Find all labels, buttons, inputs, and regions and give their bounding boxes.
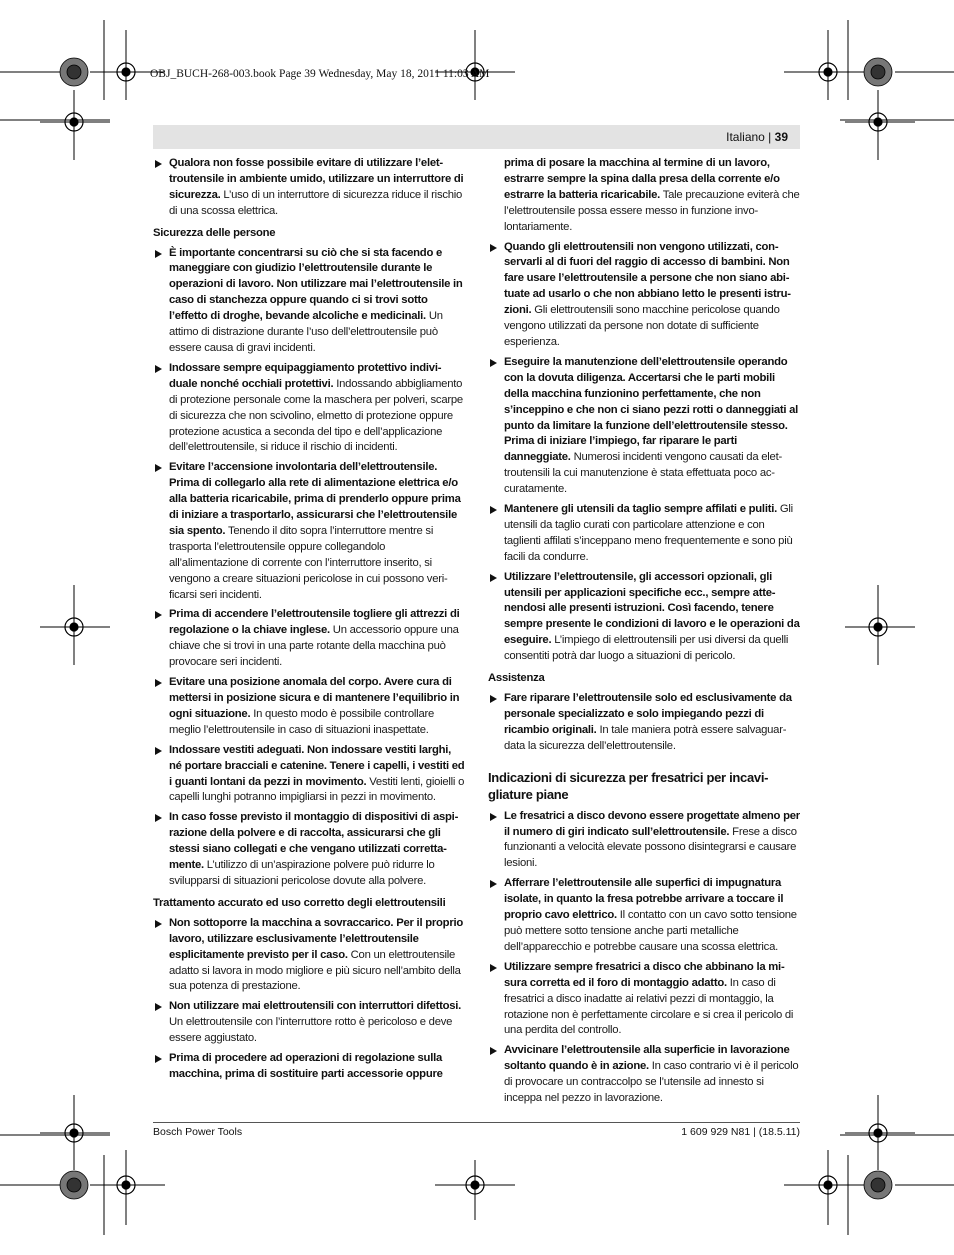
item-text: Numerosi incidenti vengono causati da elettroutensili la cui manutenzione è stata effettuata poco accuratamente. [504, 451, 783, 496]
page-header-label [726, 130, 788, 144]
item-text: In tale maniera potrà essere salvaguardata la sicurezza dell’elettroutensile. [504, 723, 787, 752]
item-bold-text: In caso fosse previsto il montaggio di dispositivi di aspirazione della polvere e di raccolta, assicurarsi che gli stessi siano collegati e che vengano utilizzati correttamente. [169, 811, 459, 872]
item-bold-text: Non utilizzare mai elettroutensili con interruttori difettosi. [169, 1000, 462, 1013]
item-text: In caso contrario vi è il pericolo di provocare un contraccolpo se l’utensile ad innesto si inceppa nel pezzo in lavorazione. [504, 1060, 799, 1105]
item-bold-text: È importante concentrarsi su ciò che si sta facendo e maneggiare con giudizio l’elettroutensile durante le operazioni di lavoro. Non utilizzare mai l’elettroutensile in caso di stanchezza oppure quando ci si trovi sotto l’effetto di droghe, bevande alcoliche e medicinali. [169, 246, 463, 323]
bullet-triangle-icon [490, 244, 497, 252]
item-text: Tenendo il dito sopra l’interruttore mentre si trasporta l’elettroutensile oppure collegandolo all’alimentazione di corrente con l’interruttore inserito, si vengono a creare situazioni pericolose in cui possono verificarsi seri incidenti. [169, 524, 448, 601]
item-text: Un attimo di distrazione durante l’uso dell’elettroutensile può essere causa di gravi incidenti. [169, 310, 443, 354]
right-column [488, 156, 800, 1111]
list-item [488, 691, 800, 755]
list-item [488, 809, 800, 873]
list-item [153, 246, 465, 357]
page-header-bar [153, 125, 800, 149]
bullet-triangle-icon [155, 1055, 162, 1063]
list-item [153, 743, 465, 807]
bullet-triangle-icon [155, 920, 162, 928]
item-bold-text: Indossare vestiti adeguati. Non indossare vestiti larghi, né portare bracciali e catenine. Tenere i capelli, i vestiti ed i guanti lontani da pezzi in movimento. [169, 743, 465, 788]
bullet-triangle-icon [490, 1047, 497, 1055]
item-text: L’uso di un interruttore di sicurezza riduce il rischio di una scossa elettrica. [169, 188, 463, 217]
bullet-triangle-icon [155, 1003, 162, 1011]
item-bold-text: Evitare l’accensione involontaria dell’elettroutensile. Prima di collegarlo alla rete di alimentazione elettrica e/o alla batteria ricaricabile, prima di prenderlo oppure prima di iniziare a trasportarlo, assicurarsi che l’elettroutensile sia spento. [169, 461, 461, 537]
section-heading: Indicazioni di sicurezza per fresatrici per incavigliature piane [488, 769, 769, 802]
bullet-triangle-icon [155, 160, 162, 168]
item-text: Un accessorio oppure una chiave che si trovi in una parte rotante della macchina può provocare seri incidenti. [169, 624, 459, 669]
bullet-triangle-icon [155, 250, 162, 258]
list-item-continuation [488, 156, 800, 236]
list-item [488, 1043, 800, 1107]
list-item [488, 876, 800, 956]
header-separator: | [764, 130, 775, 144]
page-number: 39 [774, 130, 788, 144]
list-item [153, 810, 465, 890]
item-bold-text: Avvicinare l’elettroutensile alla superficie in lavorazione soltanto quando è in azione. [504, 1044, 790, 1073]
list-item [153, 1051, 465, 1083]
footer-divider [153, 1122, 800, 1123]
bullet-triangle-icon [490, 695, 497, 703]
item-text: Un elettroutensile con l’interruttore rotto è pericoloso e deve essere aggiustato. [169, 1016, 453, 1045]
item-bold-text: Fare riparare l’elettroutensile solo ed esclusivamente da personale specializzato e solo impiegando pezzi di ricambio originali. [504, 692, 792, 736]
item-bold-text: Prima di accendere l’elettroutensile togliere gli attrezzi di regolazione o la chiave inglese. [169, 608, 460, 637]
bullet-triangle-icon [490, 964, 497, 972]
bullet-triangle-icon [155, 464, 162, 472]
bullet-triangle-icon [155, 611, 162, 619]
bullet-triangle-icon [155, 814, 162, 822]
item-bold-text: Afferrare l’elettroutensile alle superfici di impugnatura isolate, in quanto la fresa potrebbe arrivare a toccare il proprio cavo elettrico. [504, 877, 784, 922]
item-bold-text: Qualora non fosse possibile evitare di utilizzare l’elettroutensile in ambiente umido, utilizzare un interruttore di sicurezza. [169, 157, 464, 201]
list-item [153, 156, 465, 220]
item-text: L’utilizzo di un’aspirazione polvere può ridurre lo svilupparsi di situazioni pericolose dovute alla polvere. [169, 859, 435, 887]
bullet-triangle-icon [490, 359, 497, 367]
subsection-heading: Assistenza [488, 672, 545, 685]
item-bold-text: Prima di procedere ad operazioni di regolazione sulla macchina, prima di sostituire parti accessorie oppure [169, 1052, 443, 1080]
subsection-heading: Trattamento accurato ed uso corretto degli elettroutensili [153, 896, 446, 909]
list-item [153, 460, 465, 603]
list-item [488, 240, 800, 351]
item-bold-text: Le fresatrici a disco devono essere progettate almeno per il numero di giri indicato sull’elettroutensile. [504, 809, 800, 838]
item-bold-text: Indossare sempre equipaggiamento protettivo individuale nonché occhiali protettivi. [169, 361, 442, 390]
footer-document-code: 1 609 929 N81 | (18.5.11) [681, 1126, 800, 1138]
bullet-triangle-icon [490, 574, 497, 582]
list-item [153, 916, 465, 996]
item-bold-text: Evitare una posizione anomala del corpo. Avere cura di mettersi in posizione sicura e di mantenere l’equilibrio in ogni situazione. [169, 676, 460, 720]
bullet-triangle-icon [490, 506, 497, 514]
list-item [488, 570, 800, 665]
item-bold-text: Eseguire la manutenzione dell’elettroutensile operando con la dovuta diligenza. Accertarsi che le parti mobili della macchina funzionino perfettamente, che non s’inceppino e che non ci siano pezzi rotti o danneggiati al punto da limitare la funzione dell’elettroutensile stesso. Prima di iniziare l’impiego, far riparare le parti danneggiate. [504, 355, 799, 464]
header-language: Italiano [726, 130, 765, 144]
item-text: Con un elettroutensile adatto si lavora in modo migliore e più sicuro nell’ambito della sua potenza di prestazione. [169, 948, 461, 993]
list-item [488, 355, 800, 498]
left-column [153, 156, 465, 1087]
item-bold-text: prima di posare la macchina al termine di un lavoro, estrarre sempre la spina dalla presa della corrente e/o estrarre la batteria ricaricabile. [504, 157, 780, 201]
item-bold-text: Quando gli elettroutensili non vengono utilizzati, conservarli al di fuori del raggio di accesso di bambini. Non fare usare l’elettroutensile a persone che non siano abituate ad usarlo o che non abbiano letto le presenti istruzioni. [504, 240, 792, 317]
item-text: Gli elettroutensili sono macchine pericolose quando vengono utilizzati da persone non dotate di sufficiente esperienza. [504, 304, 780, 348]
item-text: Vestiti lenti, gioielli o capelli lunghi potranno impigliarsi in pezzi in movimento. [169, 775, 465, 804]
item-text: Il contatto con un cavo sotto tensione può mettere sotto tensione anche parti metalliche dell’apparecchio e potrebbe causare una scossa elettrica. [504, 909, 797, 953]
item-bold-text: Utilizzare l’elettroutensile, gli accessori opzionali, gli utensili per applicazioni specifiche ecc., sempre attenendosi alle presenti istruzioni. Così facendo, tenere sempre presente le condizioni di lavoro e le operazioni da eseguire. [504, 570, 800, 647]
item-bold-text: Utilizzare sempre fresatrici a disco che abbinano la misura corretta ed il foro di montaggio adatto. [504, 960, 785, 989]
item-bold-text: Mantenere gli utensili da taglio sempre affilati e puliti. [504, 503, 777, 516]
list-item [153, 361, 465, 456]
item-text: Gli utensili da taglio curati con particolare attenzione e con taglienti affilati s’inceppano meno frequentemente e sono più facili da condurre. [504, 503, 793, 563]
item-text: Indossando abbigliamento di protezione personale come la maschera per polveri, scarpe di sicurezza che non scivolino, elmetto di protezione oppure protezione acustica a seconda del tipo e dell’applicazione dell’elettroutensile, si riduce il rischio di incidenti. [169, 377, 463, 454]
list-item [153, 675, 465, 739]
footer-publisher: Bosch Power Tools [153, 1126, 243, 1138]
bullet-triangle-icon [490, 880, 497, 888]
list-item [153, 999, 465, 1047]
bullet-triangle-icon [155, 747, 162, 755]
list-item [488, 960, 800, 1040]
item-bold-text: Non sottoporre la macchina a sovraccarico. Per il proprio lavoro, utilizzare esclusivamente l’elettroutensile esplicitamente previsto per il caso. [169, 916, 463, 961]
item-text: Frese a disco funzionanti a velocità elevate possono disintegrarsi e causare lesioni. [504, 825, 797, 870]
bullet-triangle-icon [155, 679, 162, 687]
list-item [488, 502, 800, 566]
item-text: L’impiego di elettroutensili per usi diversi da quelli consentiti potrà dar luogo a situazioni di pericolo. [504, 634, 789, 663]
item-text: Tale precauzione eviterà che l’elettroutensile possa essere messo in funzione involontariamente. [504, 188, 800, 233]
list-item [153, 607, 465, 671]
item-text: In caso di fresatrici a disco inadatte ai relativi pezzi di montaggio, la rotazione non è perfettamente circolare e si crea il pericolo di una perdita del controllo. [504, 976, 794, 1037]
item-text: In questo modo è possibile controllare meglio l’elettroutensile in caso di situazioni inaspettate. [169, 707, 435, 736]
bullet-triangle-icon [490, 813, 497, 821]
print-header: OBJ_BUCH-268-003.book Page 39 Wednesday, May 18, 2011 11:03 AM [150, 68, 490, 80]
bullet-triangle-icon [155, 365, 162, 373]
subsection-heading: Sicurezza delle persone [153, 226, 276, 239]
